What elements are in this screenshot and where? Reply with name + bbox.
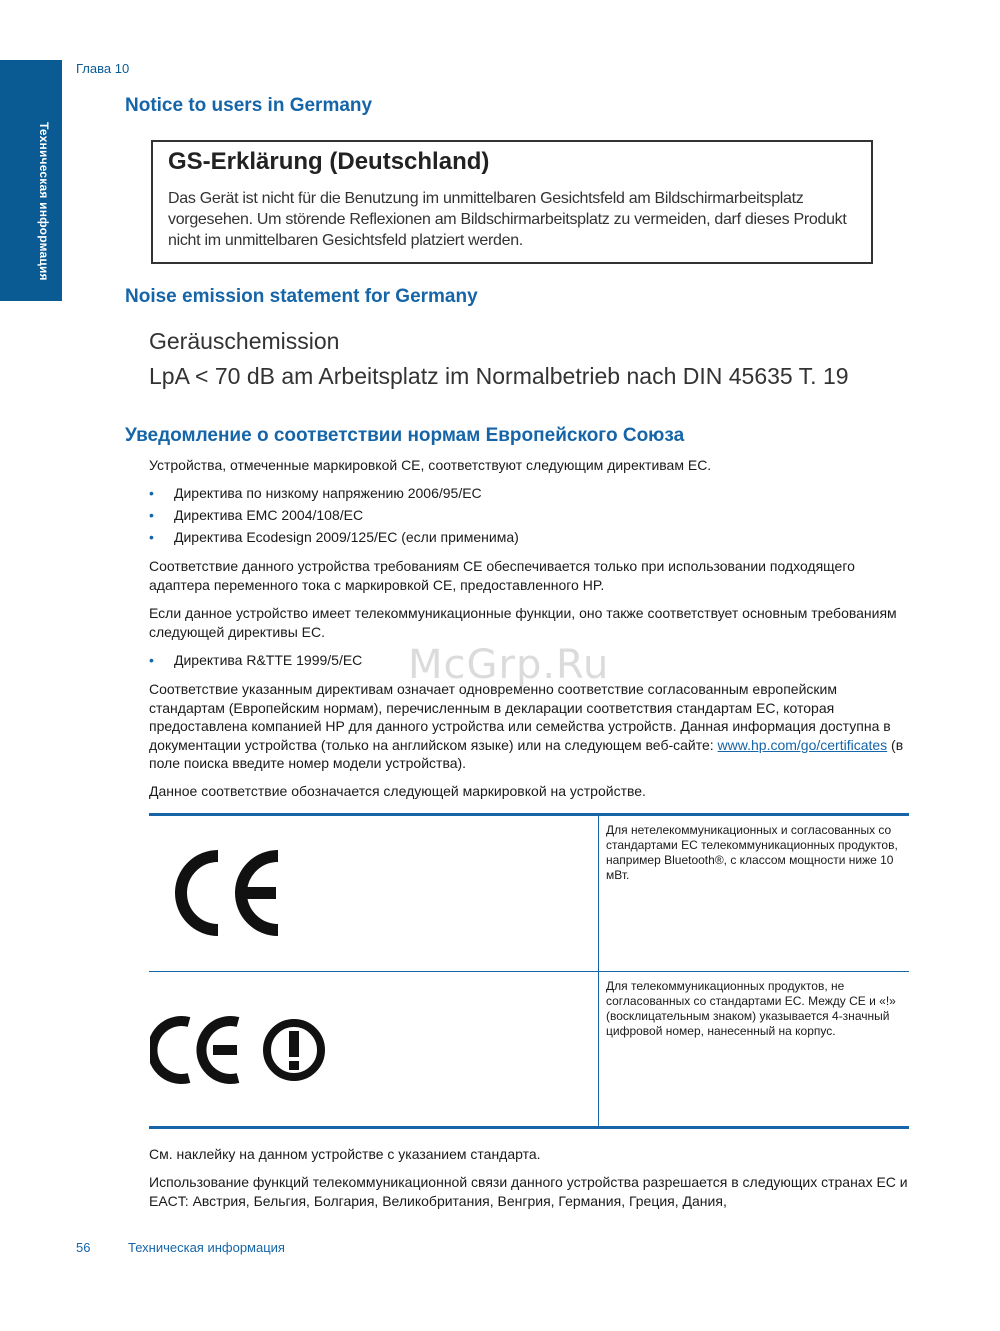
noise-line-2: LpA < 70 dB am Arbeitsplatz im Normalbetrieb nach DIN 45635 T. 19	[149, 363, 849, 389]
telecom-para: Если данное устройство имеет телекоммуникационные функции, оно также соответствует основным требованиям следующей директивы ЕС.	[149, 605, 897, 640]
heading-germany-users: Notice to users in Germany	[125, 95, 373, 116]
ce-compliance-para: Соответствие данного устройства требованиям CE обеспечивается только при использовании подходящего адаптера переменного тока с маркировкой CE, предоставленного HP.	[149, 558, 855, 593]
gs-title: GS-Erklärung (Deutschland)	[168, 148, 490, 175]
marking-para: Данное соответствие обозначается следующей маркировкой на устройстве.	[149, 783, 646, 799]
see-label-para: См. наклейку на данном устройстве с указанием стандарта.	[149, 1146, 541, 1162]
directive-text: Директива EMC 2004/108/EC	[174, 507, 364, 523]
gs-text: Das Gerät ist nicht für die Benutzung im unmittelbaren Gesichtsfeld am Bildschirmarbeitsplatz vorgesehen. Um störende Reflexionen am Bildschirmarbeitsplatz zu vermeiden, darf dieses Produkt nicht im unmittelbaren Gesichtsfeld platziert werden.	[168, 190, 847, 249]
chapter-label: Глава 10	[76, 61, 130, 76]
table-row1-text: Для нетелекоммуникационных и согласованных со стандартами ЕС телекоммуникационных продуктов, например Bluetooth®, с классом мощности ниже 10 мВт.	[606, 823, 898, 882]
table-column-divider	[598, 816, 599, 1126]
table-bottom-border	[149, 1126, 909, 1129]
bullet-dot: •	[149, 485, 154, 501]
footer-section: Техническая информация	[128, 1240, 285, 1255]
side-tab-label: Техническая информация	[37, 122, 51, 281]
directive-item-1	[149, 485, 482, 501]
table-top-border	[149, 813, 909, 816]
countries-para: Использование функций телекоммуникационной связи данного устройства разрешается в следующих странах ЕС и EACT: Австрия, Бельгия, Болгария, Великобритания, Венгрия, Германия, Греция, Дания,	[149, 1174, 908, 1209]
ce-mark-icon	[168, 848, 286, 938]
watermark: McGrp.Ru	[408, 642, 610, 688]
bullet-dot: •	[149, 529, 154, 545]
table-row2-text: Для телекоммуникационных продуктов, не согласованных со стандартами ЕС. Между CE и «!» (восклицательным знаком) указывается 4-значный цифровой номер, нанесенный на корпус.	[606, 979, 896, 1038]
gs-declaration-box	[151, 140, 873, 264]
heading-noise-emission: Noise emission statement for Germany	[125, 286, 478, 307]
bullet-dot: •	[149, 507, 154, 523]
directive-text: Директива R&TTE 1999/5/EC	[174, 652, 363, 668]
side-tab	[0, 60, 62, 301]
noise-line-1: Geräuschemission	[149, 328, 340, 354]
directive-item-3	[149, 529, 519, 545]
directive-item-2	[149, 507, 363, 523]
page-number: 56	[76, 1240, 91, 1255]
conformity-para	[149, 680, 909, 773]
conformity-text: Соответствие указанным директивам означает одновременно соответствие согласованным европейским стандартам (Европейским нормам), перечисленным в декларации соответствия стандартам ЕС, которая предоставлена компанией HP для данного устройства или семейства устройств. Данная информация доступна в документации устройства (только на английском языке) или на следующем веб-сайте:	[149, 681, 891, 753]
directive-text: Директива Ecodesign 2009/125/EC (если применима)	[174, 529, 519, 545]
link-suffix: (в поле поиска введите номер модели устройства).	[149, 736, 904, 771]
heading-eu-notice: Уведомление о соответствии нормам Европейского Союза	[125, 425, 685, 446]
directive-item-rtte	[149, 652, 362, 668]
ce-alert-mark-icon	[150, 1015, 330, 1085]
directive-text: Директива по низкому напряжению 2006/95/EC	[174, 485, 482, 501]
eu-intro: Устройства, отмеченные маркировкой CE, соответствуют следующим директивам ЕС.	[149, 457, 712, 473]
certificates-link[interactable]: www.hp.com/go/certificates	[717, 736, 888, 753]
bullet-dot: •	[149, 652, 154, 668]
table-row-divider	[149, 971, 909, 972]
